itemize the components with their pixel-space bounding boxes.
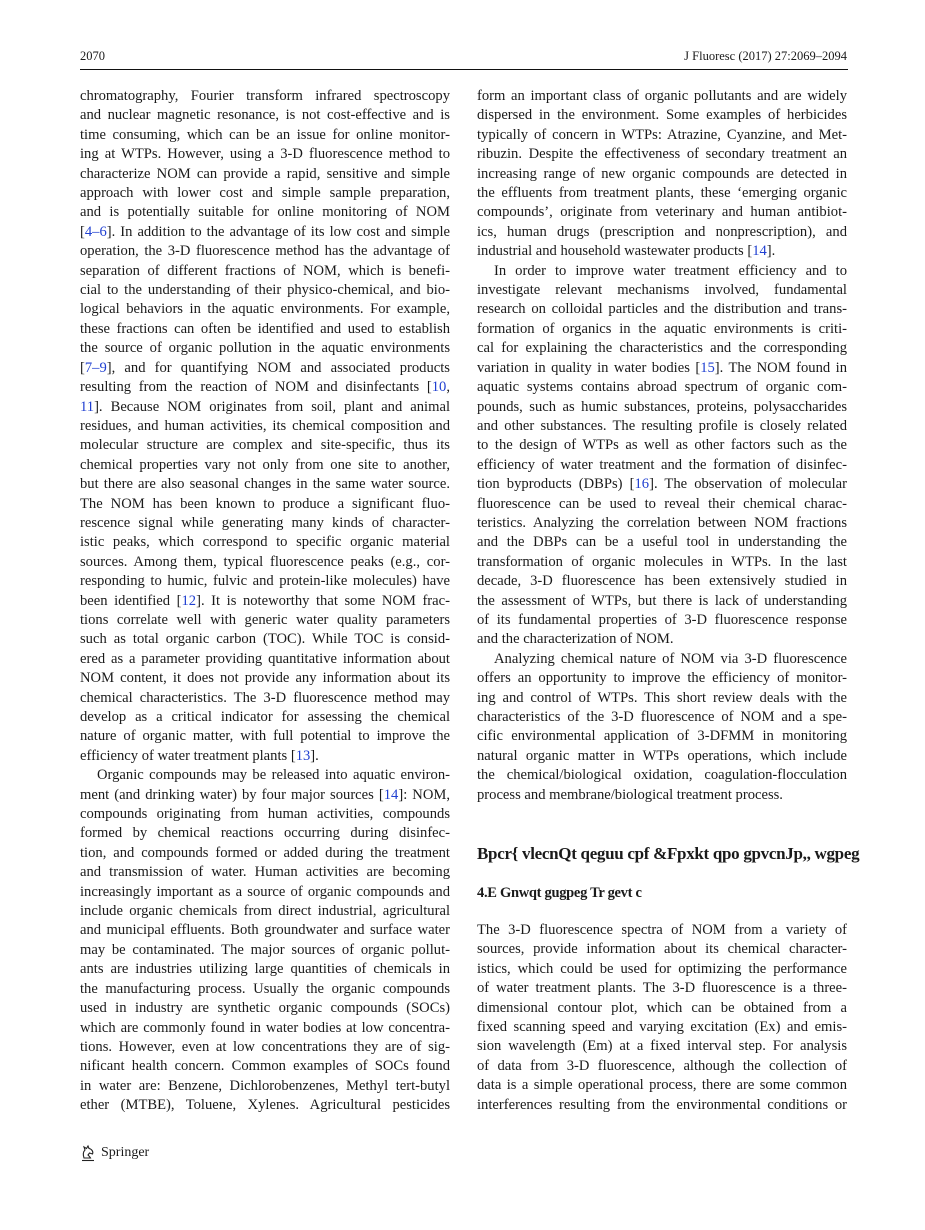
paragraph xyxy=(477,650,847,805)
text-line: the source of organic pollution in the aquatic environments xyxy=(80,340,450,357)
text-line: compounds’, originate from veterinary and human antibiot- xyxy=(477,204,847,221)
text-line: of its fundamental properties of 3-D fluorescence response xyxy=(477,611,847,628)
citation-link[interactable]: 13 xyxy=(295,747,311,764)
citation-link[interactable]: 15 xyxy=(700,359,715,376)
text-line: characteristics of the 3-D fluorescence of NOM and a spe- xyxy=(477,709,847,725)
text-line: chromatography, Fourier transform infrared spectroscopy xyxy=(80,88,450,104)
text-line: rescence signal while generating many kinds of character- xyxy=(80,514,450,531)
text-line: ics, human drugs (prescription and nonprescription), and xyxy=(477,223,847,240)
citation-link[interactable]: 10 xyxy=(431,379,447,396)
text-line: tions. However, even at low concentrations they are of sig- xyxy=(80,1038,450,1055)
text-line: [7–9], and for quantifying NOM and associated products xyxy=(80,359,450,376)
text-line: Analyzing chemical nature of NOM via 3-D fluorescence xyxy=(494,650,847,667)
text-line: dispersed in the environment. Some examples of herbicides xyxy=(477,107,847,124)
text-line: compounds originating from human activities, compounds xyxy=(80,806,450,823)
text-line: In order to improve water treatment efficiency and to xyxy=(494,262,847,279)
text-line: and transmission of water. Human activities are becoming xyxy=(80,864,450,881)
text-line: and is potentially suitable for online monitoring of NOM xyxy=(80,204,450,221)
text-line: operation, the 3-D fluorescence method has the advantage of xyxy=(80,243,450,260)
text-line: cific environmental application of 3-DFMM in monitoring xyxy=(477,728,847,745)
text-line: these fractions can often be identified and used to establish xyxy=(80,320,450,337)
text-line: natural organic matter in WTPs operations, which include xyxy=(477,747,847,764)
text-line: interferences resulting from the environmental conditions or xyxy=(477,1096,847,1113)
text-line: istic peaks, which correspond to specific organic material xyxy=(80,534,450,551)
text-line: the manufacturing process. Usually the organic compounds xyxy=(80,980,450,997)
text-line: molecular structure are complex and site-specific, thus its xyxy=(80,437,450,454)
text-line: The NOM has been known to produce a significant fluo- xyxy=(80,495,450,512)
text-line: variation in quality in water bodies [15]. The NOM found in xyxy=(477,359,847,376)
text-line: resulting from the reaction of NOM and disinfectants [10, xyxy=(80,379,450,396)
paragraph xyxy=(80,766,450,1115)
text-line: ered as a parameter providing quantitative information about xyxy=(80,650,450,667)
text-line: ing and control of WTPs. This short review deals with the xyxy=(477,689,847,706)
text-line: sources, provide information about its chemical character- xyxy=(477,941,847,958)
text-line: of data from 3-D fluorescence, although the collection of xyxy=(477,1057,847,1074)
text-line: develop as a critical indicator for assessing the chemical xyxy=(80,709,450,725)
text-line: and municipal effluents. Both groundwater and surface water xyxy=(80,922,450,939)
citation-link[interactable]: 4–6 xyxy=(84,223,107,240)
text-line: residues, and human activities, its chemical composition and xyxy=(80,417,450,434)
text-line: research on colloidal particles and the distribution and trans- xyxy=(477,301,847,318)
page-number: 2070 xyxy=(80,49,105,63)
text-line: tion byproducts (DBPs) [16]. The observation of molecular xyxy=(477,476,847,493)
paragraph xyxy=(80,87,450,766)
text-line: sources. Among them, typical fluorescence peaks (e.g., cor- xyxy=(80,553,450,570)
text-line: the effluents from treatment plants, these ‘emerging organic xyxy=(477,185,847,202)
right-column xyxy=(477,87,847,805)
text-line: tion, and compounds formed or added during the treatment xyxy=(80,844,450,861)
text-line: efficiency of water treatment and the formation of disinfec- xyxy=(477,456,847,473)
text-line: istics, which could be used for optimizing the performance xyxy=(477,960,847,977)
paragraph xyxy=(477,262,847,650)
text-line: formed by chemical reactions occurring during disinfec- xyxy=(80,825,450,842)
text-line: and nuclear magnetic resonance, is not cost-effective and is xyxy=(80,107,450,124)
citation-link[interactable]: 16 xyxy=(634,476,650,493)
text-line: formation of organics in the aquatic environments is criti- xyxy=(477,320,847,337)
text-line: include organic chemicals from direct industrial, agricultural xyxy=(80,903,450,920)
text-line: chemical characteristics. The 3-D fluorescence method may xyxy=(80,689,450,706)
text-line: used in industry are synthetic organic compounds (SOCs) xyxy=(80,1000,450,1017)
text-line: chemical properties vary not only from one site to another, xyxy=(80,456,450,473)
text-line: the assessment of WTPs, but there is lack of understanding xyxy=(477,592,847,609)
text-line: fluorescence can be used to reveal their chemical charac- xyxy=(477,495,847,512)
springer-horse-logo-icon xyxy=(80,1144,96,1162)
text-line: logical behaviors in the aquatic environments. For example, xyxy=(80,301,450,318)
text-line: of water treatment plants. The 3-D fluorescence is a three- xyxy=(477,980,847,997)
citation-link[interactable]: 7–9 xyxy=(84,359,107,376)
text-line: nificant health concern. Common examples of SOCs found xyxy=(80,1058,450,1075)
citation-link[interactable]: 12 xyxy=(181,592,197,609)
text-line: industrial and household wastewater products [14]. xyxy=(477,243,776,260)
text-line: dimensional contour plot, which can be obtained from a xyxy=(477,999,847,1016)
text-line: ether (MTBE), Toluene, Xylenes. Agricultural pesticides xyxy=(80,1097,450,1114)
text-line: ing at WTPs. However, using a 3-D fluorescence method to xyxy=(80,146,450,163)
left-column xyxy=(80,87,450,1116)
text-line: increasingly important as a source of organic compounds and xyxy=(80,883,450,900)
citation-link[interactable]: 14 xyxy=(752,243,767,260)
text-line: and the DBPs can be a useful tool in understanding the xyxy=(477,534,847,551)
text-line: transformation of organic molecules in WTPs. In the last xyxy=(477,553,847,570)
text-line: Organic compounds may be released into aquatic environ- xyxy=(97,767,450,784)
text-line: The 3-D fluorescence spectra of NOM from a variety of xyxy=(477,922,847,938)
section-heading: Bpcr{ vlecnQt qeguu cpf &Fpxkt qpo gpvcnJp,, wgpeg xyxy=(477,844,860,863)
text-line: in water are: Benzene, Dichlorobenzenes, Methyl tert-butyl xyxy=(80,1077,450,1094)
text-line: fixed scanning speed and varying excitation (Ex) and emis- xyxy=(477,1019,847,1036)
citation-link[interactable]: 11 xyxy=(80,398,95,415)
text-line: offers an opportunity to improve the efficiency of monitor- xyxy=(477,670,847,687)
text-line: sion wavelength (Em) at a fixed interval step. For analysis xyxy=(477,1038,847,1055)
text-line: 11]. Because NOM originates from soil, plant and animal xyxy=(80,398,450,415)
header-rule xyxy=(80,69,848,70)
text-line: and the characterization of NOM. xyxy=(477,631,674,648)
publisher-name: Springer xyxy=(101,1145,150,1160)
text-line: cial to the understanding of their physico-chemical, and bio- xyxy=(80,282,450,299)
text-line: investigate relevant mechanisms involved, fundamental xyxy=(477,282,847,299)
text-line: time consuming, which can be an issue for online monitor- xyxy=(80,126,450,143)
text-line: responding to humic, fulvic and protein-like molecules) have xyxy=(80,573,450,590)
text-line: increasing range of new organic compounds are detected in xyxy=(477,165,847,182)
text-line: data is a simple operational process, there are some common xyxy=(477,1077,847,1094)
text-line: teristics. Analyzing the correlation between NOM fractions xyxy=(477,514,847,531)
text-line: NOM content, it does not provide any information about its xyxy=(80,670,450,687)
text-line: pounds, such as humic substances, proteins, polysaccharides xyxy=(477,398,847,415)
text-line: typically of concern in WTPs: Atrazine, Cyanzine, and Met- xyxy=(477,126,847,143)
text-line: characterize NOM can provide a rapid, sensitive and simple xyxy=(80,165,450,182)
text-line: efficiency of water treatment plants [13]. xyxy=(80,747,319,764)
text-line: nature of organic matter, with full potential to improve the xyxy=(80,728,450,745)
text-line: approach with lower cost and simple sample preparation, xyxy=(80,185,450,202)
text-line: ants are industries utilizing large quantities of chemicals in xyxy=(80,961,450,978)
text-line: aquatic systems contains abroad spectrum of organic com- xyxy=(477,379,847,396)
text-line: decade, 3-D fluorescence has been extensively studied in xyxy=(477,573,847,590)
text-line: separation of different fractions of NOM, which is benefi- xyxy=(80,262,450,279)
text-line: may be contaminated. The major sources of organic pollut- xyxy=(80,941,450,958)
right-column-continued xyxy=(477,921,847,1115)
paragraph xyxy=(477,87,847,262)
text-line: but there are also seasonal changes in the same water source. xyxy=(80,476,450,493)
text-line: such as total organic carbon (TOC). While TOC is consid- xyxy=(80,631,450,648)
text-line: to the design of WTPs as well as other factors such as the xyxy=(477,437,847,454)
text-line: [4–6]. In addition to the advantage of its low cost and simple xyxy=(80,223,450,240)
text-line: cal for explaining the characteristics and the corresponding xyxy=(477,340,847,357)
citation-link[interactable]: 14 xyxy=(383,786,399,803)
journal-reference: J Fluoresc (2017) 27:2069–2094 xyxy=(684,49,847,63)
text-line: ribuzin. Despite the effectiveness of secondary treatment an xyxy=(477,146,847,163)
text-line: ment (and drinking water) by four major sources [14]: NOM, xyxy=(80,786,450,803)
subsection-heading: 4.E Gnwqt gugpeg Tr gevt c xyxy=(477,885,642,901)
text-line: the chemical/biological oxidation, coagulation-flocculation xyxy=(477,767,847,784)
text-line: been identified [12]. It is noteworthy that some NOM frac- xyxy=(80,592,450,609)
text-line: which are commonly found in water bodies at low concentra- xyxy=(80,1019,450,1036)
text-line: form an important class of organic pollutants and are widely xyxy=(477,88,847,104)
text-line: process and membrane/biological treatment process. xyxy=(477,786,783,803)
text-line: and other substances. The resulting profile is closely related xyxy=(477,417,847,434)
footer xyxy=(80,1144,149,1162)
paragraph xyxy=(477,921,847,1115)
text-line: tions correlate well with generic water quality parameters xyxy=(80,611,450,628)
